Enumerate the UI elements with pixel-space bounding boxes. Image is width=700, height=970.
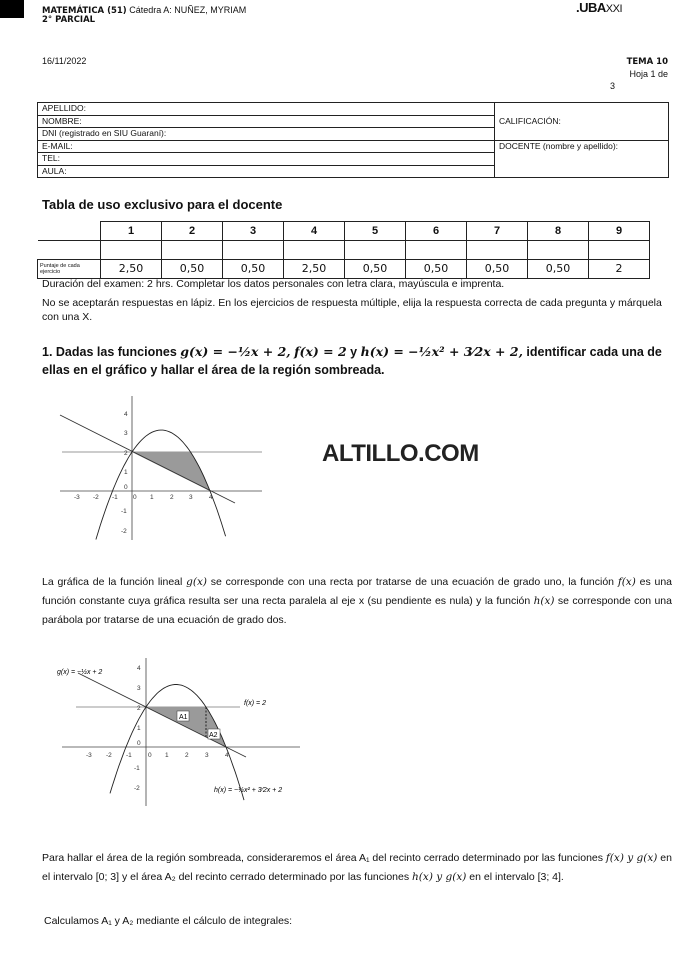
graph-1 [56, 392, 266, 542]
x-ticks [86, 752, 229, 759]
hoja-label: Hoja 1 de [629, 69, 668, 79]
exercise-number: 7 [467, 222, 528, 241]
grades-table-title: Tabla de uso exclusivo para el docente [42, 197, 283, 212]
svg-text:-1: -1 [134, 765, 140, 772]
g-line [60, 415, 235, 503]
h-label: h(x) = −½x² + 3⁄2x + 2 [214, 787, 283, 794]
a1-label: A1 [179, 714, 188, 721]
g-function: g(x) = −½x + 2, [180, 344, 291, 359]
svg-text:3: 3 [205, 752, 209, 759]
h-function: h(x) = −½x² + 3⁄2x + 2, [360, 344, 523, 359]
svg-text:0: 0 [124, 484, 128, 491]
svg-text:4: 4 [225, 752, 229, 759]
exercise-number: 3 [223, 222, 284, 241]
hoja-total: 3 [610, 81, 616, 91]
svg-text:2: 2 [124, 450, 128, 457]
exercise-number: 1 [101, 222, 162, 241]
svg-text:3: 3 [124, 430, 128, 437]
f-label: f(x) = 2 [244, 700, 266, 707]
pencil-instruction: No se aceptarán respuestas en lápiz. En los ejercicios de respuesta múltiple, elija la respuesta correcta de cada pregunta y márquela con una X. [42, 297, 662, 323]
parcial-label: 2° PARCIAL [42, 15, 96, 25]
grade-input-cell[interactable] [589, 240, 650, 259]
svg-text:-3: -3 [86, 752, 92, 759]
svg-text:-3: -3 [74, 494, 80, 501]
svg-text:2: 2 [137, 705, 141, 712]
calc-line: Calculamos A₁ y A₂ mediante el cálculo de integrales: [44, 915, 293, 927]
svg-text:4: 4 [124, 411, 128, 418]
y-ticks [121, 411, 128, 535]
grade-input-cell[interactable] [528, 240, 589, 259]
altillo-watermark: ALTILLO.COM [322, 440, 479, 467]
x-ticks [74, 494, 213, 501]
svg-text:4: 4 [209, 494, 213, 501]
exercise-number: 4 [284, 222, 345, 241]
docente-cell[interactable]: DOCENTE (nombre y apellido): [495, 140, 669, 178]
area-a2 [206, 707, 226, 747]
grade-input-cell[interactable] [406, 240, 467, 259]
table-row [38, 240, 650, 259]
svg-text:2: 2 [185, 752, 189, 759]
exercise-number: 8 [528, 222, 589, 241]
grade-input-cell[interactable] [101, 240, 162, 259]
graph-2 [52, 652, 312, 812]
svg-text:1: 1 [137, 725, 141, 732]
field-nombre[interactable]: NOMBRE: [38, 115, 495, 128]
a2-label: A2 [209, 732, 218, 739]
svg-text:0: 0 [148, 752, 152, 759]
question-1: 1. Dadas las funciones g(x) = −½x + 2, f(x) = 2 y h(x) = −½x² + 3⁄2x + 2, identificar cada una de ellas en el gráfico y hallar el área de la región sombreada. [42, 344, 662, 377]
field-aula[interactable]: AULA: [38, 165, 495, 178]
y-ticks [134, 665, 141, 792]
black-corner-mark [0, 0, 24, 18]
svg-text:1: 1 [165, 752, 169, 759]
calificacion-cell[interactable]: CALIFICACIÓN: [495, 103, 669, 141]
exercise-score: 0,50 [406, 259, 467, 278]
exercise-score: 0,50 [467, 259, 528, 278]
grade-input-cell[interactable] [223, 240, 284, 259]
exercise-number: 9 [589, 222, 650, 241]
svg-text:2: 2 [170, 494, 174, 501]
field-tel[interactable]: TEL: [38, 153, 495, 166]
exercise-score: 2,50 [101, 259, 162, 278]
table-row [38, 259, 650, 278]
personal-data-table [37, 102, 669, 178]
svg-text:-1: -1 [126, 752, 132, 759]
catedra-label: Cátedra A: NUÑEZ, MYRIAM [129, 5, 247, 15]
exercise-score: 0,50 [223, 259, 284, 278]
exercise-score: 0,50 [528, 259, 589, 278]
grade-input-cell[interactable] [162, 240, 223, 259]
area-paragraph: Para hallar el área de la región sombreada, consideraremos el área A₁ del recinto cerrado determinado por las funciones f(x) y g(x) en el intervalo [0; 3] y el área A₂ del recinto cerrado determinado por las funciones h(x) y g(x) en el intervalo [3; 4]. [42, 852, 672, 883]
h-parabola [110, 685, 244, 801]
grade-input-cell[interactable] [284, 240, 345, 259]
exam-date: 16/11/2022 [42, 56, 87, 66]
svg-text:-2: -2 [121, 528, 127, 535]
exercise-number: 2 [162, 222, 223, 241]
svg-text:1: 1 [150, 494, 154, 501]
exercise-score: 2 [589, 259, 650, 278]
svg-text:0: 0 [133, 494, 137, 501]
g-line [78, 673, 246, 757]
exercise-score: 2,50 [284, 259, 345, 278]
field-apellido[interactable]: APELLIDO: [38, 103, 495, 116]
subject-label: MATEMÁTICA (51) [42, 6, 127, 16]
puntaje-label: Puntaje de cada ejercicio [38, 259, 101, 278]
svg-text:-2: -2 [93, 494, 99, 501]
svg-text:-1: -1 [112, 494, 118, 501]
svg-text:3: 3 [189, 494, 193, 501]
exercise-score: 0,50 [345, 259, 406, 278]
f-function: f(x) = 2 [294, 344, 347, 359]
svg-text:0: 0 [137, 740, 141, 747]
grade-input-cell[interactable] [345, 240, 406, 259]
svg-text:-2: -2 [106, 752, 112, 759]
exercise-score: 0,50 [162, 259, 223, 278]
svg-text:1: 1 [124, 469, 128, 476]
svg-text:-1: -1 [121, 508, 127, 515]
field-dni[interactable]: DNI (registrado en SIU Guaraní): [38, 128, 495, 141]
svg-text:4: 4 [137, 665, 141, 672]
explanation-paragraph: La gráfica de la función lineal g(x) se corresponde con una recta por tratarse de una ecuación de grado uno, la función f(x) es una función constante cuya gráfica resulta ser una recta paralela al eje x (su pendiente es nula) y la función h(x) se corresponde con una parábola por tratarse de una ecuación de grado dos. [42, 576, 673, 626]
exercise-number: 6 [406, 222, 467, 241]
grade-input-cell[interactable] [467, 240, 528, 259]
tema-label: TEMA 10 [626, 57, 668, 67]
grades-table [37, 221, 650, 279]
table-row [38, 222, 650, 241]
svg-text:-2: -2 [134, 785, 140, 792]
field-email[interactable]: E-MAIL: [38, 140, 495, 153]
g-label: g(x) = −½x + 2 [57, 669, 103, 676]
svg-text:3: 3 [137, 685, 141, 692]
uba-xxi-logo: .UBAXXI [576, 0, 623, 15]
exercise-number: 5 [345, 222, 406, 241]
duration-instruction: Duración del examen: 2 hrs. Completar los datos personales con letra clara, mayúscula e imprenta. [42, 278, 505, 290]
tema-block [608, 55, 668, 92]
